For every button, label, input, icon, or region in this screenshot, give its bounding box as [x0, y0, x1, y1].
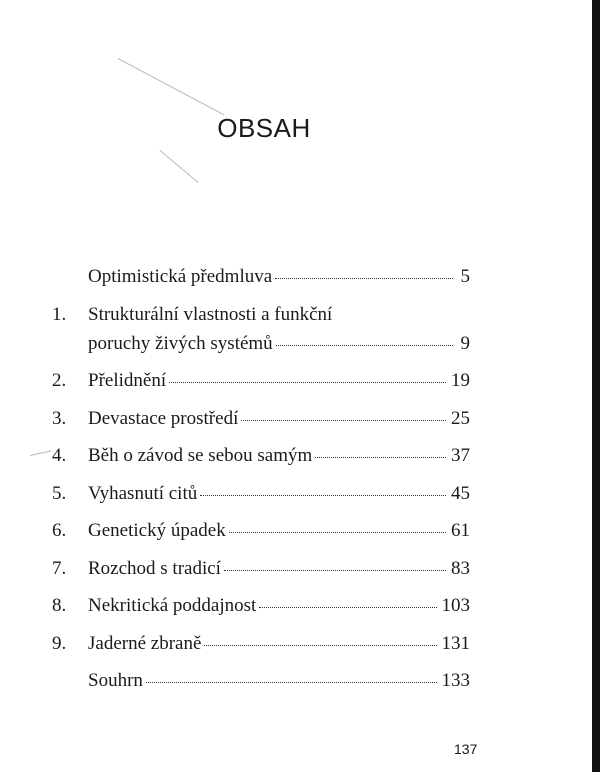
toc-entry — [52, 629, 470, 658]
toc-entry-title: Rozchod s tradicí — [88, 557, 221, 579]
toc-entry-body — [88, 262, 470, 291]
toc-dot-leader — [169, 381, 446, 383]
toc-dot-leader — [200, 494, 446, 496]
toc-entry-line — [88, 441, 470, 470]
toc-entry-line — [88, 516, 470, 545]
toc-entry-page: 45 — [451, 482, 470, 504]
toc-entry-number: 5. — [52, 482, 67, 504]
toc-dot-leader — [229, 531, 446, 533]
toc-entry — [52, 591, 470, 620]
toc-entry-number: 6. — [52, 520, 67, 541]
toc-entry-number: 1. — [52, 303, 67, 325]
toc-entry-body — [88, 516, 470, 545]
toc-entry-body — [88, 591, 470, 620]
toc-dot-leader — [204, 644, 436, 646]
toc-entry-title: Strukturální vlastnosti a funkční — [88, 303, 333, 325]
toc-entry-line — [88, 366, 470, 395]
toc-entry-body — [88, 629, 470, 658]
toc-dot-leader — [315, 456, 446, 458]
toc-entry-page: 131 — [441, 632, 470, 654]
toc-dot-leader — [224, 569, 446, 571]
toc-dot-leader — [241, 419, 446, 421]
toc-entry — [52, 516, 470, 545]
toc-entry — [52, 366, 470, 395]
scan-scratch-mark — [30, 450, 52, 456]
toc-entry-page: 61 — [451, 520, 470, 541]
scan-scratch-mark — [160, 150, 199, 183]
toc-entry-page: 37 — [451, 445, 470, 466]
toc-entry-number: 8. — [52, 595, 67, 616]
toc-entry-line — [88, 666, 470, 695]
toc-entry-line — [88, 329, 470, 358]
toc-entry-title: Genetický úpadek — [88, 520, 226, 541]
table-of-contents — [52, 262, 470, 704]
page-number: 137 — [454, 741, 478, 757]
toc-entry-line — [88, 479, 470, 508]
toc-entry-page: 83 — [451, 557, 470, 579]
toc-entry-body — [88, 300, 470, 358]
toc-entry-title: poruchy živých systémů — [88, 332, 273, 354]
toc-entry — [52, 666, 470, 695]
toc-entry-number: 2. — [52, 370, 67, 391]
page-edge-shadow — [592, 0, 600, 772]
toc-entry-title: Běh o závod se sebou samým — [88, 445, 313, 466]
toc-entry-title: Vyhasnutí citů — [88, 482, 198, 504]
toc-entry-title: Souhrn — [88, 670, 143, 691]
toc-entry-title: Jaderné zbraně — [88, 632, 202, 654]
toc-dot-leader — [146, 681, 437, 683]
toc-entry-body — [88, 404, 470, 433]
toc-entry — [52, 479, 470, 508]
toc-entry — [52, 300, 470, 358]
scan-scratch-mark — [118, 58, 224, 115]
toc-entry-body — [88, 366, 470, 395]
toc-entry-title: Optimistická předmluva — [88, 266, 273, 287]
toc-entry-title: Nekritická poddajnost — [88, 595, 257, 616]
toc-entry — [52, 554, 470, 583]
toc-entry-number: 9. — [52, 632, 67, 654]
toc-entry-number: 4. — [52, 445, 67, 466]
toc-entry-body — [88, 441, 470, 470]
toc-entry-line — [88, 404, 470, 433]
toc-entry-title: Přelidnění — [88, 370, 167, 391]
toc-entry — [52, 262, 470, 291]
toc-entry-line — [88, 591, 470, 620]
toc-entry — [52, 404, 470, 433]
toc-entry-page: 133 — [441, 670, 470, 691]
page-title: OBSAH — [217, 113, 311, 143]
toc-entry-page: 9 — [460, 332, 470, 354]
toc-entry-line — [88, 300, 470, 329]
toc-entry-body — [88, 479, 470, 508]
toc-entry-body — [88, 666, 470, 695]
toc-dot-leader — [276, 344, 453, 346]
toc-entry-number: 3. — [52, 407, 67, 429]
toc-entry-page: 19 — [451, 370, 470, 391]
toc-entry-page: 5 — [460, 266, 470, 287]
toc-entry — [52, 441, 470, 470]
toc-entry-line — [88, 262, 470, 291]
toc-dot-leader — [259, 606, 436, 608]
toc-entry-line — [88, 629, 470, 658]
toc-entry-body — [88, 554, 470, 583]
toc-entry-page: 103 — [441, 595, 470, 616]
toc-entry-title: Devastace prostředí — [88, 407, 239, 429]
toc-entry-line — [88, 554, 470, 583]
toc-entry-number: 7. — [52, 557, 67, 579]
toc-dot-leader — [275, 277, 453, 279]
toc-entry-page: 25 — [451, 407, 470, 429]
